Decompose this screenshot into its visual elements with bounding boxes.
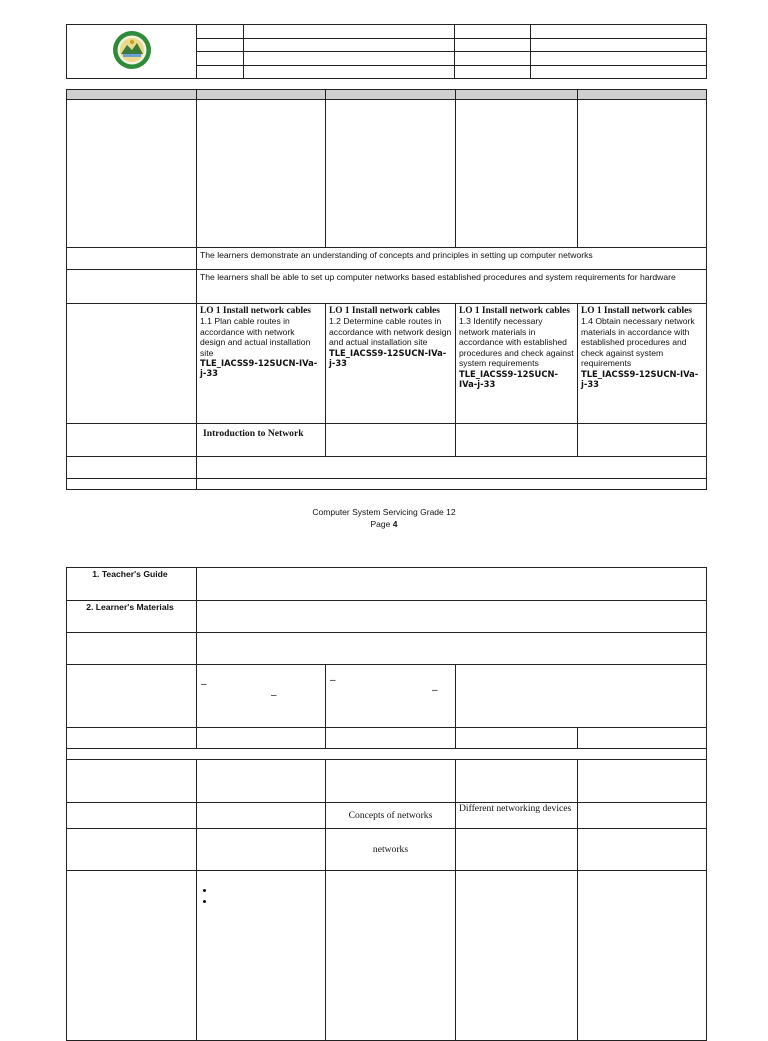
table-row	[67, 803, 707, 829]
objective-cell-1	[197, 304, 326, 424]
objective-lo: LO 1 Install network cables	[329, 306, 440, 316]
header-table	[66, 24, 707, 79]
table-row	[67, 829, 707, 871]
learning-competencies-row	[67, 304, 707, 424]
table-header-row	[67, 90, 707, 100]
content-day1: Introduction to Network	[197, 424, 326, 457]
objective-lo: LO 1 Install network cables	[581, 306, 692, 316]
lesson-plan-table	[66, 89, 707, 490]
list-item	[215, 896, 325, 907]
bullet-list	[215, 885, 325, 907]
objective-cell-3	[456, 304, 578, 424]
school-seal-icon	[112, 30, 152, 70]
bullet-cell	[197, 871, 326, 1041]
footer-page-number: 4	[392, 519, 398, 529]
networks-text: networks	[326, 829, 456, 871]
footer-page-prefix: Page	[370, 519, 393, 529]
teachers-guide-label: 1. Teacher's Guide	[67, 568, 197, 601]
table-row	[67, 479, 707, 490]
content-standard-text: The learners demonstrate an understanding of concepts and principles in setting up computer networks	[197, 248, 707, 270]
dash-mark: –	[271, 690, 277, 701]
table-row	[67, 633, 707, 665]
learners-materials-label: 2. Learner's Materials	[67, 601, 197, 633]
dash-mark: –	[201, 679, 207, 690]
objective-code: TLE_IACSS9-12SUCN-IVa-j-33	[329, 347, 447, 368]
objective-text: 1.3 Identify necessary network materials in accordance with established procedures and check against system requirements	[459, 316, 574, 368]
objective-lo: LO 1 Install network cables	[200, 306, 311, 316]
objective-code: TLE_IACSS9-12SUCN-IVa-j-33	[581, 368, 699, 389]
learners-materials-row	[67, 601, 707, 633]
performance-standard-row	[67, 270, 707, 304]
dash-mark: –	[330, 675, 336, 686]
performance-standard-text: The learners shall be able to set up computer networks based established procedures and system requirements for hardware	[197, 270, 707, 304]
list-item	[215, 885, 325, 896]
objective-text: 1.2 Determine cable routes in accordance with network design and actual installation site	[329, 316, 452, 347]
content-row	[67, 424, 707, 457]
table-row	[67, 100, 707, 248]
logo-cell	[67, 25, 197, 79]
teachers-guide-row	[67, 568, 707, 601]
dash-cell-2	[326, 665, 456, 728]
concepts-of-networks: Concepts of networks	[326, 803, 456, 829]
table-row	[67, 728, 707, 749]
dash-mark: –	[432, 685, 438, 696]
table-row	[67, 665, 707, 728]
table-row	[67, 871, 707, 1041]
resources-table	[66, 567, 707, 1041]
table-row	[67, 760, 707, 803]
objective-text: 1.4 Obtain necessary network materials in accordance with established procedures and check against system requirements	[581, 316, 695, 368]
table-row	[67, 457, 707, 479]
content-standard-row	[67, 248, 707, 270]
footer-title: Computer System Servicing Grade 12	[312, 507, 456, 517]
table-row	[67, 749, 707, 760]
objective-lo: LO 1 Install network cables	[459, 306, 570, 316]
footer-page	[0, 519, 768, 530]
objective-cell-4	[578, 304, 707, 424]
objective-text: 1.1 Plan cable routes in accordance with network design and actual installation site	[200, 316, 311, 358]
objective-code: TLE_IACSS9-12SUCN-IVa-j-33	[200, 358, 318, 378]
objective-code: TLE_IACSS9-12SUCN-IVa-j-33	[459, 368, 558, 389]
dash-cell-1	[197, 665, 326, 728]
networking-devices: Different networking devices	[456, 803, 578, 829]
objective-cell-2	[326, 304, 456, 424]
